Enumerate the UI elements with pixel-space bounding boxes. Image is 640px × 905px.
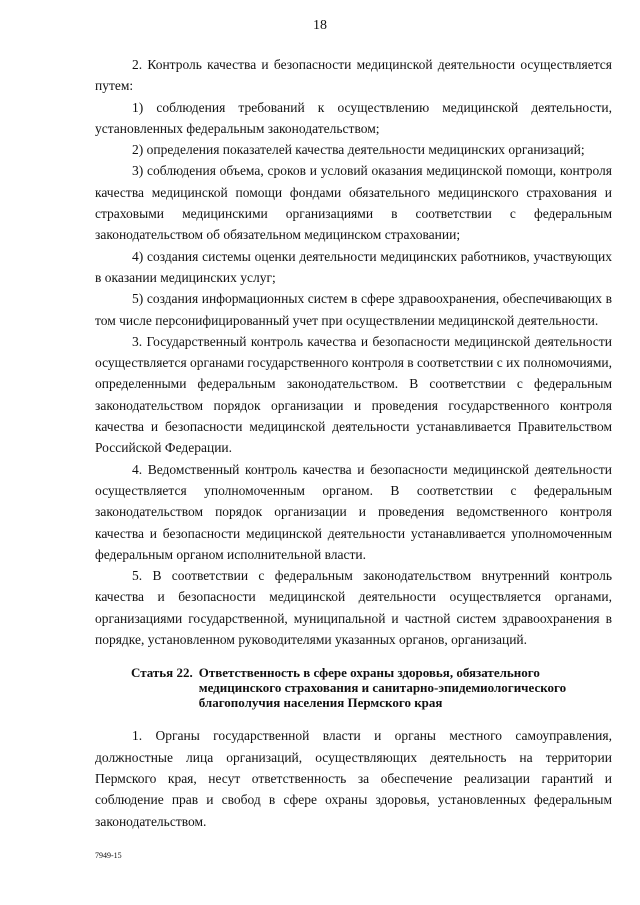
paragraph: 1. Органы государственной власти и органы местного самоуправления, должностные лица организаций, осуществляющих деятельность на территории Пермского края, несут ответственность за обеспечение реализации гарантий и соблюдение прав и свобод в сфере охраны здоровья, установленных федеральным законодательством. xyxy=(95,728,612,829)
article-label: Статья 22. xyxy=(131,665,193,681)
paragraph: 5. В соответствии с федеральным законодательством внутренний контроль качества и безопасности медицинской деятельности осуществляется органами, организациями государственной, муниципальной и частной систем здравоохранения в порядке, установленном руководителями указанных органов, организаций. xyxy=(95,568,612,648)
page-number: 18 xyxy=(313,18,327,33)
article-title: Ответственность в сфере охраны здоровья, обязательного медицинского страхования и санитарно-эпидемиологического благополучия населения Пермского края xyxy=(198,665,567,711)
paragraph: 1) соблюдения требований к осуществлению медицинской деятельности, установленных федеральным законодательством; xyxy=(95,99,612,136)
paragraph: 2) определения показателей качества деятельности медицинских организаций; xyxy=(132,142,585,158)
paragraph: 2. Контроль качества и безопасности медицинской деятельности осуществляется путем: xyxy=(95,57,612,94)
document-body xyxy=(95,54,612,832)
paragraph: 5) создания информационных систем в сфере здравоохранения, обеспечивающих в том числе персонифицированный учет при осуществлении медицинской деятельности. xyxy=(95,291,612,328)
paragraph: 4) создания системы оценки деятельности медицинских работников, участвующих в оказании медицинских услуг; xyxy=(95,248,612,285)
paragraph: 3) соблюдения объема, сроков и условий оказания медицинской помощи, контроля качества медицинской помощи фондами обязательного медицинского страхования и страховыми медицинскими организациями в соответствии с федеральным законодательством об обязательном медицинском страховании; xyxy=(95,163,612,243)
paragraph: 3. Государственный контроль качества и безопасности медицинской деятельности осуществляется органами государственного контроля в соответствии с их полномочиями, определенными федеральным законодательством. В соответствии с федеральным законодательством порядок организации и проведения государственного контроля качества и безопасности медицинской деятельности устанавливается Правительством Российской Федерации. xyxy=(95,333,612,456)
footer-code: 7949-15 xyxy=(95,851,122,860)
spacer xyxy=(95,710,612,725)
paragraph: 4. Ведомственный контроль качества и безопасности медицинской деятельности осуществляется уполномоченным органом. В соответствии с федеральным законодательством порядок организации и проведения ведомственного контроля качества и безопасности медицинской деятельности устанавливается уполномоченным федеральным органом исполнительной власти. xyxy=(95,461,612,562)
article-heading xyxy=(95,665,612,710)
